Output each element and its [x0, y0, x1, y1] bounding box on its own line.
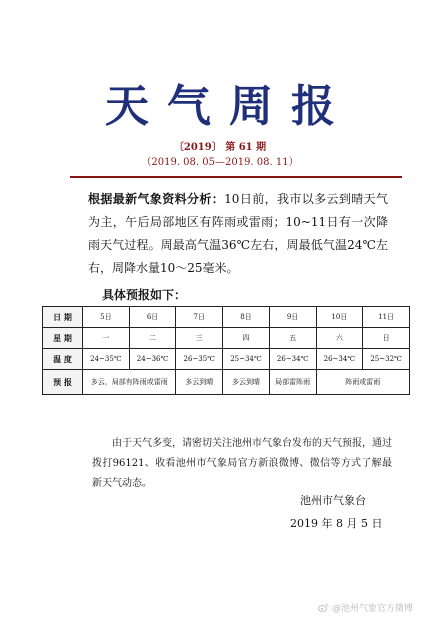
weather-cell: 局部雷阵雨 — [269, 370, 316, 395]
temp-cell: 24~36℃ — [129, 349, 176, 370]
temp-cell: 26~34℃ — [316, 349, 363, 370]
date-cell: 8日 — [223, 307, 270, 328]
table-row — [43, 307, 410, 328]
date-cell: 11日 — [363, 307, 410, 328]
closing-paragraph: 由于天气多变，请密切关注池州市气象台发布的天气预报，通过拨打96121、收看池州市气象局官方新浪微博、微信等方式了解最新天气动态。 — [92, 438, 392, 489]
forecast-heading: 具体预报如下： — [102, 288, 187, 302]
weekday-cell: 四 — [223, 328, 270, 349]
table-row — [43, 328, 410, 349]
weather-cell: 多云，局部有阵雨或雷雨 — [83, 370, 176, 395]
header-divider — [70, 176, 402, 178]
row-label-temp: 温 度 — [43, 349, 83, 370]
forecast-table — [42, 306, 410, 395]
date-cell: 5日 — [83, 307, 130, 328]
date-cell: 6日 — [129, 307, 176, 328]
weekday-cell: 一 — [83, 328, 130, 349]
weather-cell: 阵雨或雷雨 — [316, 370, 409, 395]
date-cell: 9日 — [269, 307, 316, 328]
weekday-cell: 六 — [316, 328, 363, 349]
issue-number — [0, 138, 440, 153]
watermark-text: @池州气象官方微博 — [332, 604, 414, 614]
date-range: （2019. 08. 05—2019. 08. 11） — [141, 157, 299, 168]
analysis-text: 10日前，我市以多云到晴天气为主，午后局部地区有阵雨或雷雨；10~11日有一次降雨天气过程。周最高气温36℃左右，周最低气温24℃左右，周降水量10～25毫米。 — [88, 192, 388, 275]
row-label-date: 日 期 — [43, 307, 83, 328]
signature-org: 池州市气象台 — [300, 494, 366, 507]
weibo-icon — [318, 603, 329, 612]
weekday-cell: 三 — [176, 328, 223, 349]
analysis-lead: 根据最新气象资料分析： — [88, 192, 225, 206]
table-row — [43, 349, 410, 370]
date-cell: 10日 — [316, 307, 363, 328]
temp-cell: 26~34℃ — [269, 349, 316, 370]
temp-cell: 26~35℃ — [176, 349, 223, 370]
issue-label: 第 61 期 — [225, 142, 267, 153]
temp-cell: 24~35℃ — [83, 349, 130, 370]
weather-cell: 多云到晴 — [176, 370, 223, 395]
weekday-cell: 日 — [363, 328, 410, 349]
weekday-cell: 二 — [129, 328, 176, 349]
date-cell: 7日 — [176, 307, 223, 328]
temp-cell: 25~32℃ — [363, 349, 410, 370]
signature-date: 2019 年 8 月 5 日 — [290, 517, 383, 530]
document-title: 天气周报 — [105, 81, 353, 132]
weekday-cell: 五 — [269, 328, 316, 349]
weather-cell: 多云到晴 — [223, 370, 270, 395]
issue-year: 〔2019〕 — [173, 142, 222, 153]
watermark — [318, 601, 413, 614]
row-label-forecast: 预 报 — [43, 370, 83, 395]
analysis-paragraph — [88, 188, 388, 280]
row-label-weekday: 星 期 — [43, 328, 83, 349]
temp-cell: 25~34℃ — [223, 349, 270, 370]
table-row — [43, 370, 410, 395]
